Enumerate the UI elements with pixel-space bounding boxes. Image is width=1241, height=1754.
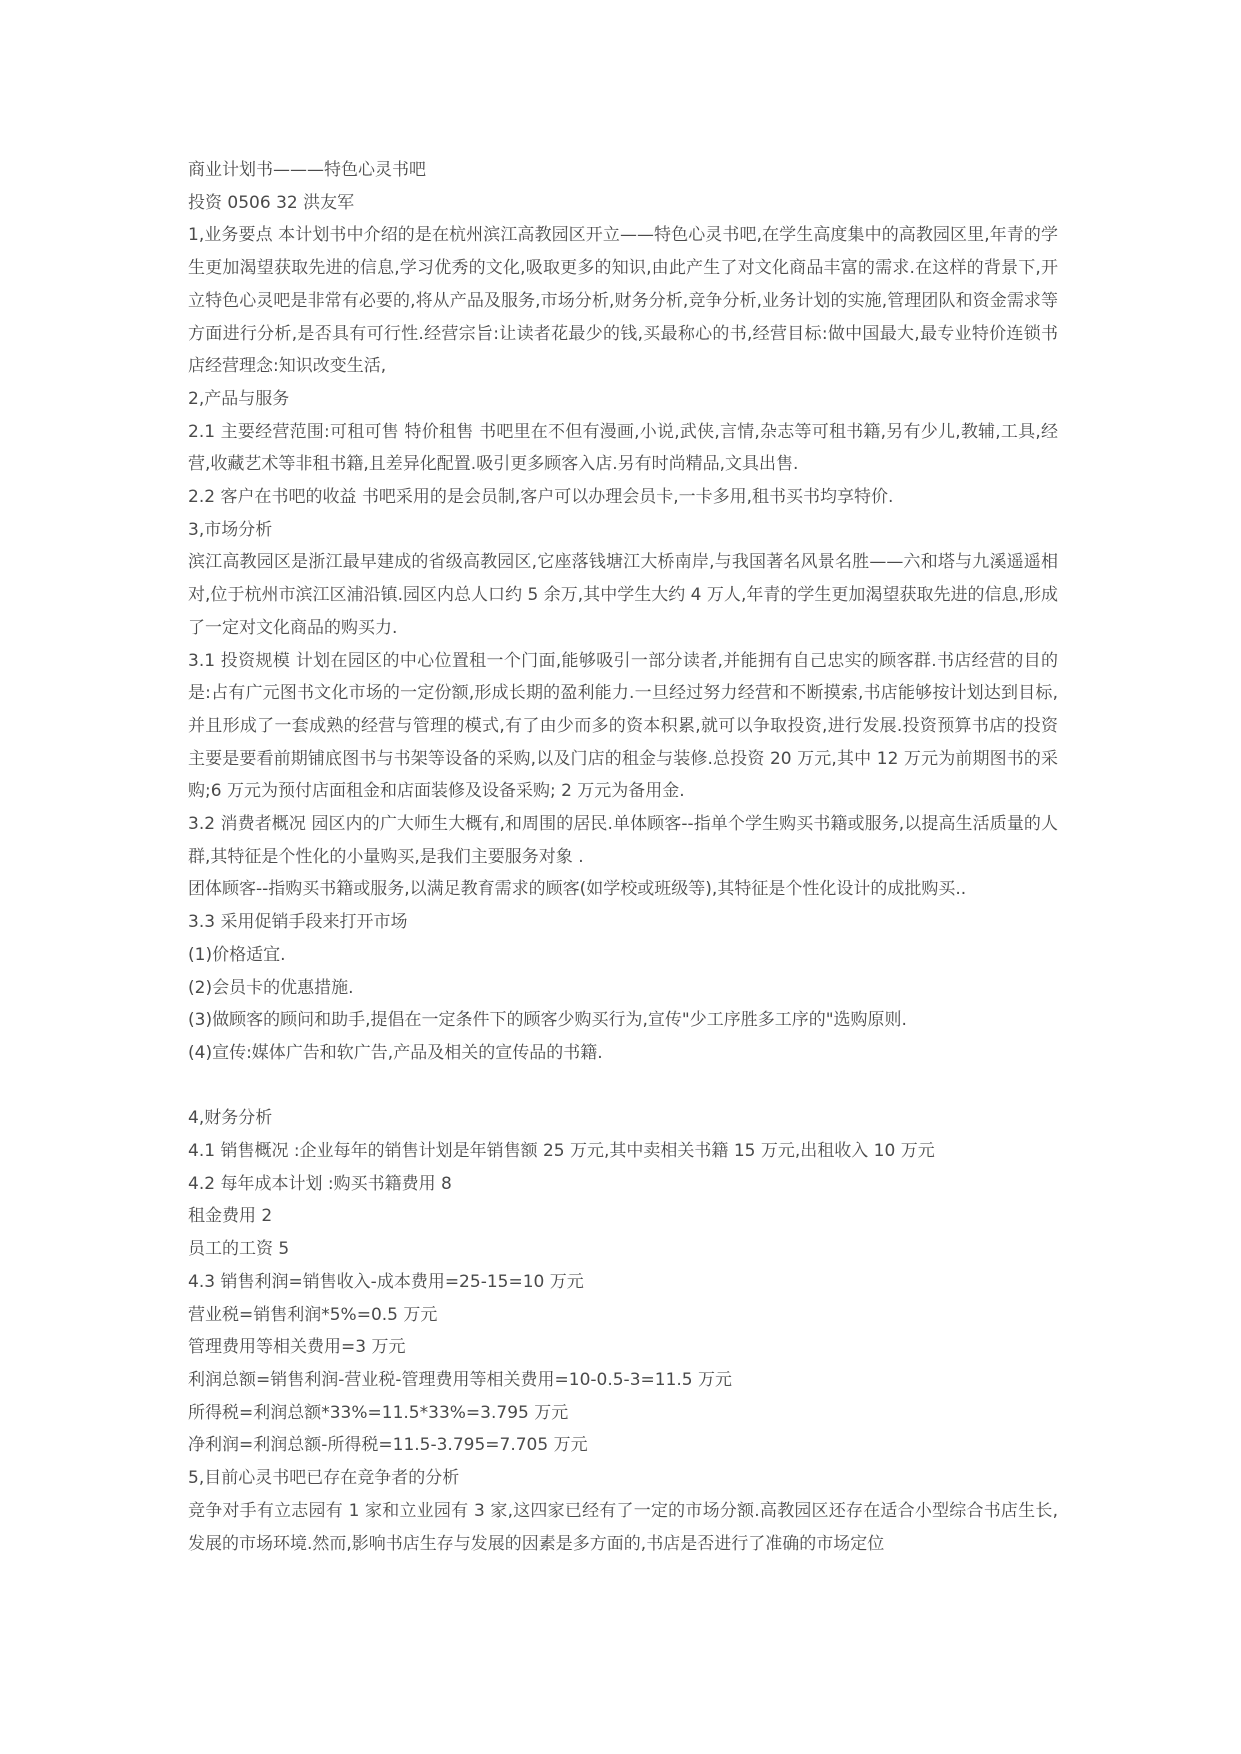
section-4-1-sales: 4.1 销售概况 :企业每年的销售计划是年销售额 25 万元,其中卖相关书籍 15 万元,出租收入 10 万元 xyxy=(188,1141,935,1162)
author-line: 投资 0506 32 洪友军 xyxy=(188,192,355,213)
section-4-heading: 4,财务分析 xyxy=(188,1108,273,1129)
document-title: 商业计划书———特色心灵书吧 xyxy=(188,160,426,180)
blank-line xyxy=(188,1070,1058,1103)
section-1-business-points: 1,业务要点 本计划书中介绍的是在杭州滨江高教园区开立——特色心灵书吧,在学生高度集中的高教园区里,年青的学生更加渴望获取先进的信息,学习优秀的文化,吸取更多的知识,由此产生了对文化商品丰富的需求.在这样的背景下,开立特色心灵吧是非常有必要的,将从产品及服务,市场分析,财务分析,竞争分析,业务计划的实施,管理团队和资金需求等方面进行分析,是否具有可行性.经营宗旨:让读者花最少的钱,买最称心的书,经营目标:做中国最大,最专业特价连锁书店经营理念:知识改变生活, xyxy=(188,225,1058,377)
section-5-competition: 竞争对手有立志园有 1 家和立业园有 3 家,这四家已经有了一定的市场分额.高教园区还存在适合小型综合书店生长,发展的市场环境.然而,影响书店生存与发展的因素是多方面的,书店是否进行了准确的市场定位 xyxy=(188,1500,1058,1554)
income-tax: 所得税=利润总额*33%=11.5*33%=3.795 万元 xyxy=(188,1402,569,1423)
group-customers: 团体顾客--指购买书籍或服务,以满足教育需求的顾客(如学校或班级等),其特征是个性化设计的成批购买.. xyxy=(188,879,967,900)
section-3-3-promotion: 3.3 采用促销手段来打开市场 xyxy=(188,912,408,933)
section-2-2-benefits: 2.2 客户在书吧的收益 书吧采用的是会员制,客户可以办理会员卡,一卡多用,租书买书均享特价. xyxy=(188,487,894,508)
section-3-intro: 滨江高教园区是浙江最早建成的省级高教园区,它座落钱塘江大桥南岸,与我国著名风景名胜——六和塔与九溪遥遥相对,位于杭州市滨江区浦沿镇.园区内总人口约 5 余万,其中学生大约 4 万人,年青的学生更加渴望获取先进的信息,形成了一定对文化商品的购买力. xyxy=(188,552,1058,638)
management-costs: 管理费用等相关费用=3 万元 xyxy=(188,1337,406,1358)
section-4-3-profit: 4.3 销售利润=销售收入-成本费用=25-15=10 万元 xyxy=(188,1271,584,1292)
total-profit: 利润总额=销售利润-营业税-管理费用等相关费用=10-0.5-3=11.5 万元 xyxy=(188,1370,733,1390)
net-profit: 净利润=利润总额-所得税=11.5-3.795=7.705 万元 xyxy=(188,1435,588,1456)
cost-wages: 员工的工资 5 xyxy=(188,1239,290,1260)
promotion-item-3: (3)做顾客的顾问和助手,提倡在一定条件下的顾客少购买行为,宣传"少工序胜多工序的"选购原则. xyxy=(188,1010,907,1031)
section-2-heading: 2,产品与服务 xyxy=(188,388,290,409)
section-3-1-investment: 3.1 投资规模 计划在园区的中心位置租一个门面,能够吸引一部分读者,并能拥有自己忠实的顾客群.书店经营的目的是:占有广元图书文化市场的一定份额,形成长期的盈利能力.一旦经过努力经营和不断摸索,书店能够按计划达到目标,并且形成了一套成熟的经营与管理的模式,有了由少而多的资本积累,就可以争取投资,进行发展.投资预算书店的投资主要是要看前期铺底图书与书架等设备的采购,以及门店的租金与装修.总投资 20 万元,其中 12 万元为前期图书的采购;6 万元为预付店面租金和店面装修及设备采购; 2 万元为备用金. xyxy=(188,650,1058,802)
section-5-heading: 5,目前心灵书吧已存在竞争者的分析 xyxy=(188,1468,460,1489)
section-3-heading: 3,市场分析 xyxy=(188,519,273,540)
cost-rent: 租金费用 2 xyxy=(188,1206,273,1227)
section-3-2-consumers: 3.2 消费者概况 园区内的广大师生大概有,和周围的居民.单体顾客--指单个学生购买书籍或服务,以提高生活质量的人群,其特征是个性化的小量购买,是我们主要服务对象 . xyxy=(188,814,1058,867)
document-body xyxy=(188,154,1058,1560)
section-4-2-costs: 4.2 每年成本计划 :购买书籍费用 8 xyxy=(188,1173,452,1194)
promotion-item-1: (1)价格适宜. xyxy=(188,944,286,965)
business-tax: 营业税=销售利润*5%=0.5 万元 xyxy=(188,1304,438,1325)
promotion-item-4: (4)宣传:媒体广告和软广告,产品及相关的宣传品的书籍. xyxy=(188,1042,603,1063)
promotion-item-2: (2)会员卡的优惠措施. xyxy=(188,977,354,998)
section-2-1-scope: 2.1 主要经营范围:可租可售 特价租售 书吧里在不但有漫画,小说,武侠,言情,杂志等可租书籍,另有少儿,教辅,工具,经营,收藏艺术等非租书籍,且差异化配置.吸引更多顾客入店.另有时尚精品,文具出售. xyxy=(188,421,1058,475)
